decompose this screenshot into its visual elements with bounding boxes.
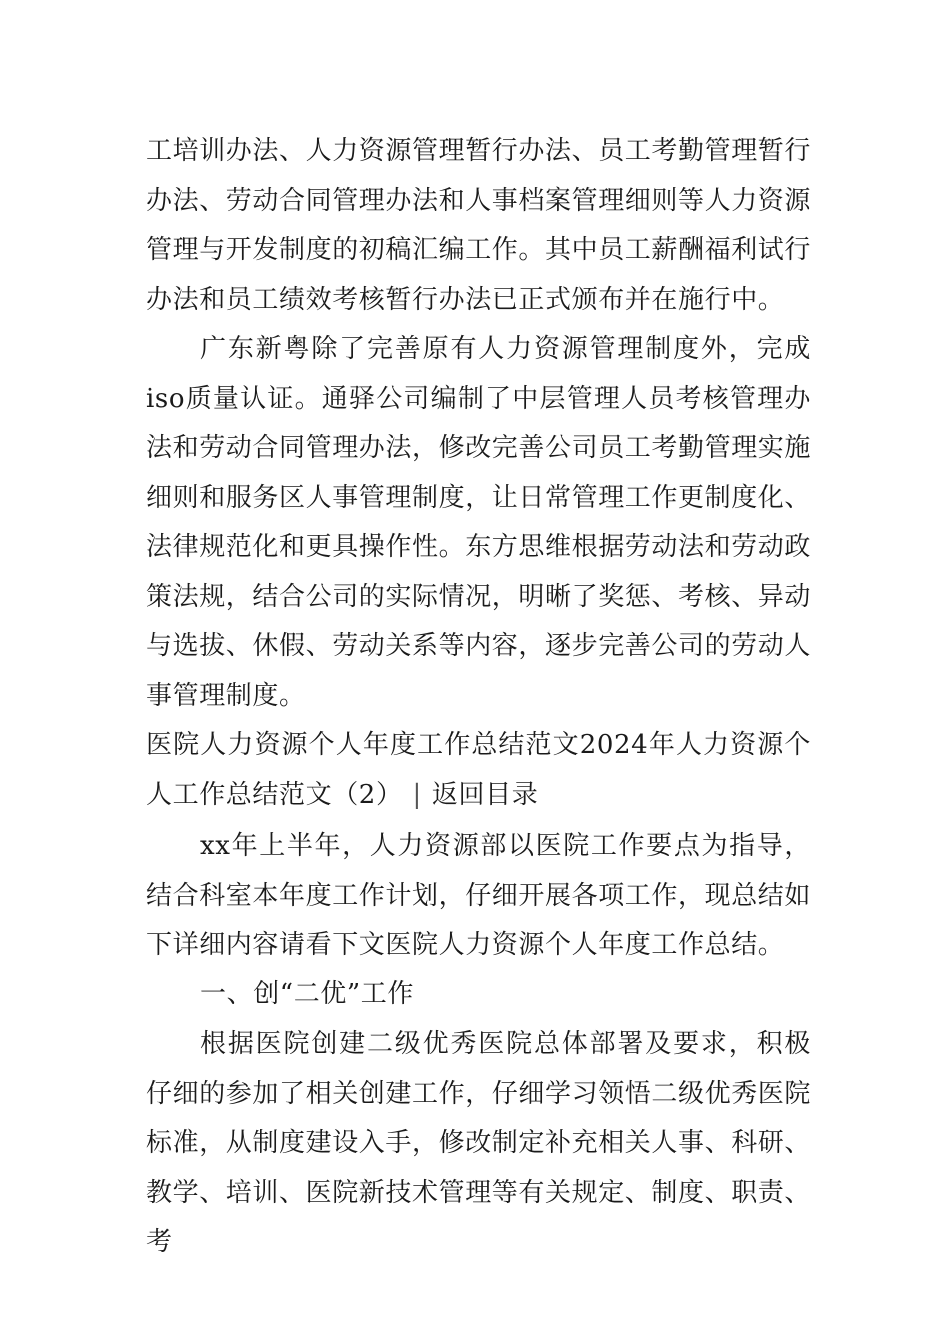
- heading-separator: |: [412, 779, 422, 810]
- paragraph-guangdong-xinyue: 广东新粤除了完善原有人力资源管理制度外，完成iso质量认证。通驿公司编制了中层管理人员考核管理办法和劳动合同管理办法，修改完善公司员工考勤管理实施细则和服务区人事管理制度，让日常管理工作更制度化、法律规范化和更具操作性。东方思维根据劳动法和劳动政策法规，结合公司的实际情况，明晰了奖惩、考核、异动与选拔、休假、劳动关系等内容，逐步完善公司的劳动人事管理制度。: [146, 334, 812, 711]
- paragraph-hospital-creation: 根据医院创建二级优秀医院总体部署及要求，积极仔细的参加了相关创建工作，仔细学习领悟二级优秀医院标准，从制度建设入手，修改制定补充相关人事、科研、教学、培训、医院新技术管理等有关规定、制度、职责、考: [146, 1029, 812, 1257]
- paragraph-training-measures: 工培训办法、人力资源管理暂行办法、员工考勤管理暂行办法、劳动合同管理办法和人事档案管理细则等人力资源管理与开发制度的初稿汇编工作。其中员工薪酬福利试行办法和员工绩效考核暂行办法已正式颁布并在施行中。: [146, 136, 812, 315]
- paragraph-half-year-summary: xx年上半年，人力资源部以医院工作要点为指导，结合科室本年度工作计划，仔细开展各项工作，现总结如下详细内容请看下文医院人力资源个人年度工作总结。: [146, 831, 812, 960]
- back-to-contents-link[interactable]: 返回目录: [431, 779, 539, 810]
- section-heading-title: 医院人力资源个人年度工作总结范文2024年人力资源个人工作总结范文（2）: [146, 730, 811, 810]
- subheading-erYou-work: 一、创“二优”工作: [200, 979, 414, 1009]
- section-heading: [146, 721, 811, 820]
